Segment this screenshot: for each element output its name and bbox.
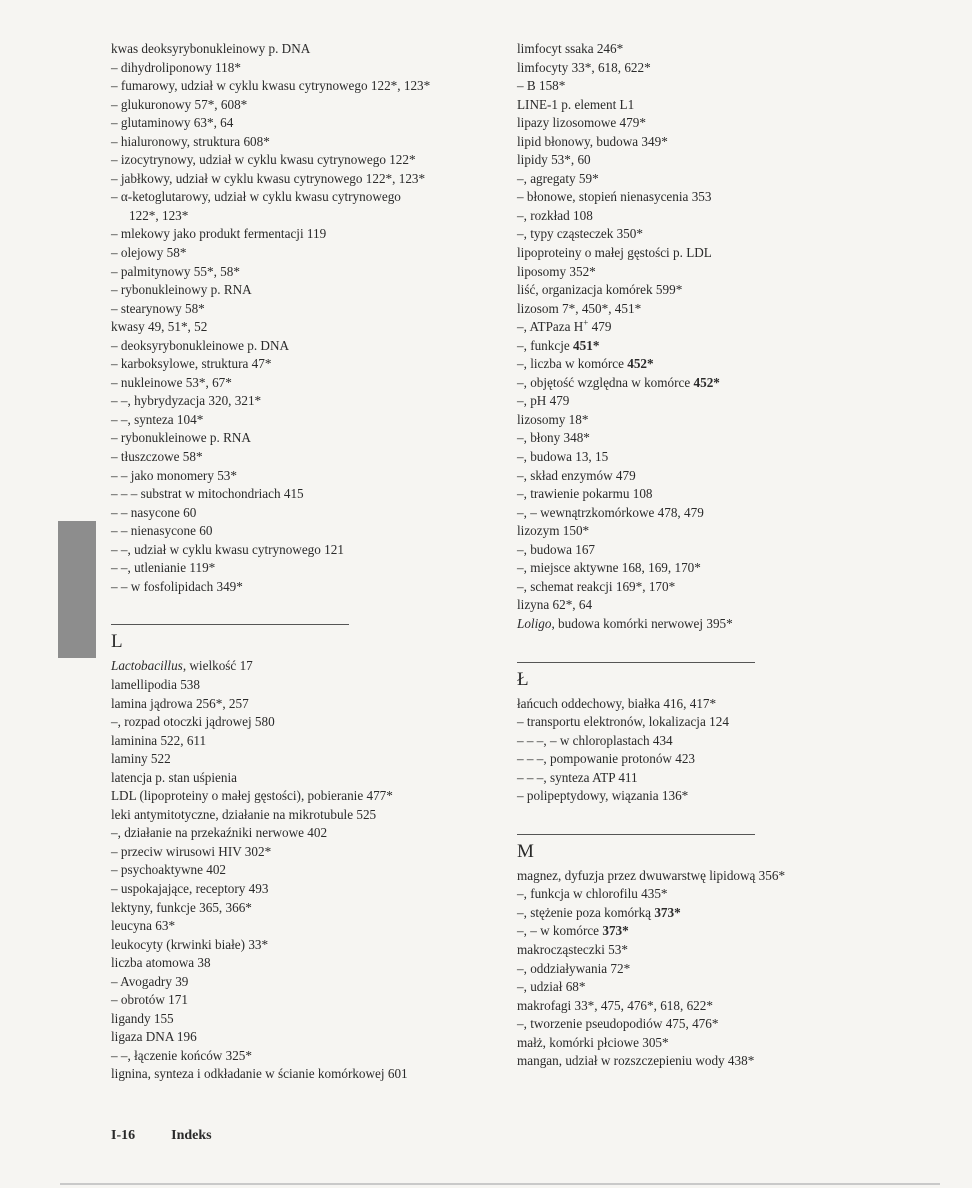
entry-text: 479: [588, 319, 612, 335]
entry-text: – – jako monomery 53*: [111, 467, 237, 483]
entry-text: LDL (lipoproteiny o małej gęstości), pobieranie 477*: [111, 788, 393, 804]
entry-text: lizosomy 18*: [517, 411, 589, 427]
entry-text: –, schemat reakcji 169*, 170*: [517, 578, 676, 594]
entry-text: lizosom 7*, 450*, 451*: [517, 300, 642, 316]
index-column-left: [111, 40, 501, 1084]
entry-term-italic: Lactobacillus: [111, 658, 183, 674]
entry-text: – dihydroliponowy 118*: [111, 59, 241, 75]
entry-text: – palmitynowy 55*, 58*: [111, 263, 240, 279]
entry-text: – nukleinowe 53*, 67*: [111, 374, 232, 390]
entry-text: – – –, pompowanie protonów 423: [517, 751, 696, 767]
index-entry: [111, 392, 501, 411]
index-entry: [517, 485, 917, 504]
index-entry: [111, 806, 501, 825]
entry-text: leki antymitotyczne, działanie na mikrotubule 525: [111, 806, 377, 822]
entry-text: –, pH 479: [517, 393, 570, 409]
index-entry: [111, 899, 501, 918]
entry-text: ligaza DNA 196: [111, 1029, 197, 1045]
index-entry: [517, 960, 917, 979]
index-entry: [111, 824, 501, 843]
index-entry: [517, 337, 917, 356]
index-entry: [517, 188, 917, 207]
entry-text: – – –, synteza ATP 411: [517, 769, 638, 785]
entry-text: ligandy 155: [111, 1010, 174, 1026]
entry-text: – rybonukleinowy p. RNA: [111, 282, 252, 298]
entry-page-bold: 452*: [693, 374, 720, 390]
entry-text: 122*, 123*: [129, 207, 189, 223]
entry-text: –, miejsce aktywne 168, 169, 170*: [517, 560, 701, 576]
index-entry: [111, 225, 501, 244]
index-entry: [111, 954, 501, 973]
entry-text: –, rozkład 108: [517, 207, 593, 223]
entry-text: – –, łączenie końców 325*: [111, 1047, 252, 1063]
index-entry: [111, 713, 501, 732]
entry-text: –, agregaty 59*: [517, 170, 599, 186]
entry-text: –, skład enzymów 479: [517, 467, 636, 483]
entry-text: – –, hybrydyzacja 320, 321*: [111, 393, 262, 409]
index-entry: [111, 263, 501, 282]
index-entry: [517, 467, 917, 486]
entry-text: –, udział 68*: [517, 979, 586, 995]
entry-text: –, budowa 167: [517, 541, 596, 557]
entry-text: – jabłkowy, udział w cyklu kwasu cytrynowego 122*, 123*: [111, 170, 426, 186]
section-letter: Ł: [517, 668, 529, 690]
index-entry: [517, 300, 917, 319]
entry-page-bold: 451*: [573, 337, 600, 353]
entry-text: –, oddziaływania 72*: [517, 960, 631, 976]
page-number: I-16: [111, 1128, 136, 1143]
entry-text: łańcuch oddechowy, białka 416, 417*: [517, 695, 717, 711]
index-entry: [111, 676, 501, 695]
index-column-right: [517, 40, 917, 1071]
entry-text: – – –, – w chloroplastach 434: [517, 732, 673, 748]
entry-text: –, – w komórce: [517, 923, 603, 939]
index-entry: [111, 559, 501, 578]
entry-text: –, trawienie pokarmu 108: [517, 486, 653, 502]
index-entry: [517, 151, 917, 170]
entry-text: – α-ketoglutarowy, udział w cyklu kwasu cytrynowego: [111, 189, 401, 205]
index-entry: [111, 96, 501, 115]
entry-text: – mlekowy jako produkt fermentacji 119: [111, 226, 327, 242]
index-entry: [111, 467, 501, 486]
entry-text: – fumarowy, udział w cyklu kwasu cytrynowego 122*, 123*: [111, 78, 431, 94]
entry-term-italic: Loligo: [517, 615, 552, 631]
index-entry: [517, 133, 917, 152]
index-entry: [517, 578, 917, 597]
entry-text: –, – wewnątrzkomórkowe 478, 479: [517, 504, 704, 520]
index-entry: [517, 732, 917, 751]
entry-text: – karboksylowe, struktura 47*: [111, 356, 272, 372]
index-entry: [517, 1052, 917, 1071]
entry-text: mangan, udział w rozszczepieniu wody 438*: [517, 1053, 755, 1069]
index-entry: [517, 997, 917, 1016]
section-divider: [111, 624, 349, 625]
index-entry: [517, 318, 917, 337]
entry-text: leukocyty (krwinki białe) 33*: [111, 936, 269, 952]
thumb-index-tab: [58, 521, 96, 658]
index-entry: [111, 485, 501, 504]
index-entry-continuation: [111, 207, 501, 226]
index-entry: [111, 578, 501, 597]
entry-text: –, typy cząsteczek 350*: [517, 226, 643, 242]
entry-text: – glutaminowy 63*, 64: [111, 115, 234, 131]
index-entry: [111, 337, 501, 356]
index-entry: [517, 355, 917, 374]
entry-text: – – nienasycone 60: [111, 523, 213, 539]
index-entry: [111, 151, 501, 170]
entry-text: lizyna 62*, 64: [517, 597, 593, 613]
entry-text: –, budowa 13, 15: [517, 449, 609, 465]
index-entry: [111, 657, 501, 676]
index-entry: [517, 1034, 917, 1053]
entry-text: leucyna 63*: [111, 918, 176, 934]
entry-text: –, rozpad otoczki jądrowej 580: [111, 714, 275, 730]
entry-page-bold: 373*: [654, 904, 681, 920]
index-entry: [517, 114, 917, 133]
index-entry: [517, 750, 917, 769]
entry-text: –, błony 348*: [517, 430, 590, 446]
index-entry: [111, 170, 501, 189]
entry-text: – polipeptydowy, wiązania 136*: [517, 788, 689, 804]
index-entry: [111, 77, 501, 96]
entry-text: liposomy 352*: [517, 263, 596, 279]
entry-text: kwasy 49, 51*, 52: [111, 319, 208, 335]
index-entry: [517, 77, 917, 96]
index-entry: [111, 522, 501, 541]
index-entry: [517, 922, 917, 941]
section-divider: [517, 662, 755, 663]
section-letter: L: [111, 631, 123, 653]
entry-text: – przeciw wirusowi HIV 302*: [111, 843, 272, 859]
index-entry: [517, 559, 917, 578]
index-entry: [517, 769, 917, 788]
index-entry: [517, 596, 917, 615]
index-entry: [517, 96, 917, 115]
entry-text: lipidy 53*, 60: [517, 152, 591, 168]
entry-text: – stearynowy 58*: [111, 300, 205, 316]
entry-text: lipoproteiny o małej gęstości p. LDL: [517, 245, 712, 261]
index-entry: [111, 787, 501, 806]
index-entry: [517, 941, 917, 960]
entry-text: – olejowy 58*: [111, 245, 187, 261]
entry-text: –, stężenie poza komórką: [517, 904, 655, 920]
index-entry: [111, 991, 501, 1010]
entry-text: –, liczba w komórce: [517, 356, 628, 372]
index-entry: [517, 522, 917, 541]
entry-text: – glukuronowy 57*, 608*: [111, 96, 248, 112]
entry-text: – – nasycone 60: [111, 504, 197, 520]
entry-text: LINE-1 p. element L1: [517, 96, 635, 112]
index-entry: [111, 429, 501, 448]
entry-text: –, funkcja w chlorofilu 435*: [517, 886, 668, 902]
index-entry: [111, 374, 501, 393]
entry-text: –, funkcje: [517, 337, 574, 353]
index-entry: [111, 732, 501, 751]
index-entry: [111, 750, 501, 769]
index-entry: [111, 973, 501, 992]
entry-text: makrofagi 33*, 475, 476*, 618, 622*: [517, 997, 713, 1013]
section-letter: M: [517, 840, 534, 862]
entry-text: lektyny, funkcje 365, 366*: [111, 899, 252, 915]
index-entry: [517, 411, 917, 430]
index-entry: [111, 244, 501, 263]
entry-text: kwas deoksyrybonukleinowy p. DNA: [111, 41, 311, 56]
index-entry: [111, 695, 501, 714]
entry-page-bold: 452*: [627, 356, 654, 372]
index-entry: [111, 40, 501, 59]
entry-text: – uspokajające, receptory 493: [111, 880, 269, 896]
entry-text: –, tworzenie pseudopodiów 475, 476*: [517, 1016, 719, 1032]
section-gap: [517, 634, 917, 662]
section-divider: [517, 834, 755, 835]
index-entry: [111, 1028, 501, 1047]
entry-text: latencja p. stan uśpienia: [111, 769, 237, 785]
index-entry: [517, 978, 917, 997]
page-edge-rule: [60, 1183, 940, 1185]
section-title: Indeks: [171, 1128, 212, 1143]
index-entry: [517, 59, 917, 78]
entry-text: – Avogadry 39: [111, 973, 189, 989]
index-entry: [517, 713, 917, 732]
index-entry: [111, 318, 501, 337]
index-entry: [517, 207, 917, 226]
entry-text: lignina, synteza i odkładanie w ścianie komórkowej 601: [111, 1066, 408, 1082]
entry-text: –, ATPaza H: [517, 319, 584, 335]
index-entry: [517, 1015, 917, 1034]
entry-text: – – w fosfolipidach 349*: [111, 578, 243, 594]
index-entry: [111, 355, 501, 374]
entry-text: – izocytrynowy, udział w cyklu kwasu cytrynowego 122*: [111, 152, 416, 168]
entry-text: – –, udział w cyklu kwasu cytrynowego 121: [111, 541, 344, 557]
index-entry: [517, 885, 917, 904]
index-entry: [517, 504, 917, 523]
index-entry: [517, 244, 917, 263]
entry-text: , budowa komórki nerwowej 395*: [551, 615, 733, 631]
entry-text: lizozym 150*: [517, 523, 590, 539]
index-entry: [517, 867, 917, 886]
index-entry: [517, 448, 917, 467]
index-entry: [111, 769, 501, 788]
entry-text: makrocząsteczki 53*: [517, 941, 628, 957]
index-entry: [517, 40, 917, 59]
index-entry: [517, 263, 917, 282]
entry-text: –, objętość względna w komórce: [517, 374, 694, 390]
entry-text: lamellipodia 538: [111, 676, 200, 692]
entry-text: lipid błonowy, budowa 349*: [517, 133, 668, 149]
entry-text: – deoksyrybonukleinowe p. DNA: [111, 337, 290, 353]
section-gap: [111, 596, 501, 624]
entry-text: – – – substrat w mitochondriach 415: [111, 486, 304, 502]
index-entry: [111, 1065, 501, 1084]
index-entry: [111, 504, 501, 523]
entry-page-bold: 373*: [602, 923, 629, 939]
index-entry: [111, 936, 501, 955]
entry-text: małż, komórki płciowe 305*: [517, 1034, 669, 1050]
index-entry: [111, 411, 501, 430]
entry-text: , wielkość 17: [182, 658, 253, 674]
entry-text: – hialuronowy, struktura 608*: [111, 133, 270, 149]
entry-text: – –, utlenianie 119*: [111, 560, 216, 576]
index-entry: [111, 861, 501, 880]
index-entry: [111, 917, 501, 936]
index-entry: [111, 1047, 501, 1066]
index-entry: [111, 541, 501, 560]
index-entry: [517, 429, 917, 448]
index-entry: [111, 1010, 501, 1029]
index-entry: [111, 300, 501, 319]
index-entry: [517, 392, 917, 411]
entry-text: – B 158*: [517, 78, 566, 94]
index-entry: [517, 225, 917, 244]
entry-text: – błonowe, stopień nienasycenia 353: [517, 189, 712, 205]
entry-text: lipazy lizosomowe 479*: [517, 115, 646, 131]
entry-text: – obrotów 171: [111, 992, 188, 1008]
entry-text: limfocyty 33*, 618, 622*: [517, 59, 651, 75]
index-entry: [111, 880, 501, 899]
index-entry: [517, 615, 917, 634]
entry-text: liczba atomowa 38: [111, 955, 211, 971]
page-footer: [111, 1128, 212, 1144]
entry-text: – rybonukleinowe p. RNA: [111, 430, 251, 446]
entry-text: magnez, dyfuzja przez dwuwarstwę lipidową 356*: [517, 867, 786, 883]
index-entry: [517, 374, 917, 393]
index-entry: [111, 114, 501, 133]
section-gap: [517, 806, 917, 834]
index-entry: [111, 843, 501, 862]
entry-text: – psychoaktywne 402: [111, 862, 227, 878]
entry-text: lamina jądrowa 256*, 257: [111, 695, 249, 711]
index-entry: [111, 448, 501, 467]
index-entry: [517, 904, 917, 923]
entry-superscript: +: [583, 317, 589, 328]
entry-text: –, działanie na przekaźniki nerwowe 402: [111, 825, 328, 841]
index-entry: [517, 787, 917, 806]
index-entry: [111, 133, 501, 152]
index-entry: [517, 281, 917, 300]
index-entry: [517, 541, 917, 560]
index-entry: [111, 281, 501, 300]
index-entry: [517, 695, 917, 714]
entry-text: – tłuszczowe 58*: [111, 449, 203, 465]
entry-text: laminy 522: [111, 751, 171, 767]
entry-text: limfocyt ssaka 246*: [517, 41, 624, 56]
entry-text: – –, synteza 104*: [111, 411, 204, 427]
entry-text: – transportu elektronów, lokalizacja 124: [517, 714, 729, 730]
entry-text: liść, organizacja komórek 599*: [517, 282, 683, 298]
index-entry: [111, 59, 501, 78]
index-entry: [517, 170, 917, 189]
entry-text: laminina 522, 611: [111, 732, 207, 748]
index-entry: [111, 188, 501, 207]
